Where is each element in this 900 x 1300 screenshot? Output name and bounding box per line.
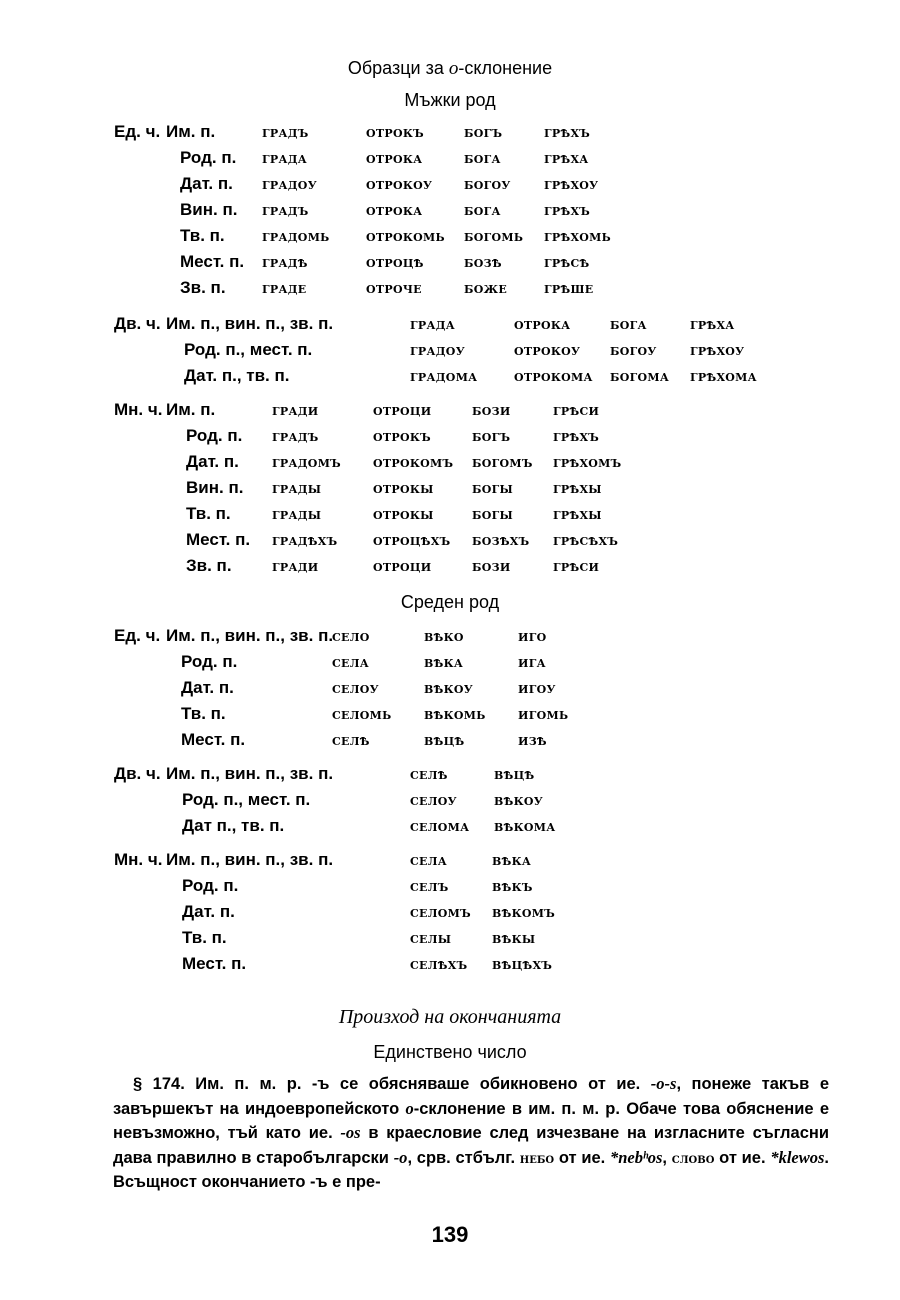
word-form: градъ xyxy=(272,427,319,445)
word-form: вѣкома xyxy=(494,817,556,835)
neuter-singular-row xyxy=(0,702,900,726)
word-form: грѣхомъ xyxy=(553,453,622,471)
paradigm-title: Образци за о-склонение xyxy=(347,58,553,79)
text-run: от ие. xyxy=(554,1148,610,1167)
neuter-plural-row xyxy=(0,926,900,950)
word-form: грѣха xyxy=(690,315,735,333)
case-label: Род. п. xyxy=(181,652,238,671)
text-run: § 174. Им. п. м. р. -ъ се обясняваше обикновено от ие. xyxy=(133,1075,651,1093)
word-form: богоу xyxy=(464,175,511,193)
word-form: вѣцѣхъ xyxy=(492,955,553,973)
word-form: бога xyxy=(464,149,501,167)
word-form: отрока xyxy=(366,149,423,167)
masculine-plural-row xyxy=(0,502,900,526)
case-label: Дат п., тв. п. xyxy=(182,816,285,835)
masculine-singular-row xyxy=(0,250,900,274)
word-form: игомь xyxy=(518,705,569,723)
word-form: грѣси xyxy=(553,401,600,419)
number-label: Мн. ч. xyxy=(114,850,163,869)
word-form: отрокомь xyxy=(366,227,445,245)
word-form: градѣ xyxy=(262,253,308,271)
word-form: грѣхы xyxy=(553,505,602,523)
paragraph-text xyxy=(113,1072,829,1195)
word-form: богомъ xyxy=(472,453,533,471)
word-form: градомь xyxy=(262,227,330,245)
text-run: от ие. xyxy=(714,1148,771,1167)
word-form: игоу xyxy=(518,679,556,697)
text-run: , xyxy=(662,1148,672,1167)
word-form: отрокомъ xyxy=(373,453,454,471)
word-form: села xyxy=(332,653,370,671)
word-form: грѣше xyxy=(544,279,594,297)
word-form: села xyxy=(410,851,448,869)
case-label: Дат. п. xyxy=(182,902,235,921)
word-form: отроче xyxy=(366,279,422,297)
word-form: селоу xyxy=(332,679,379,697)
word-form: вѣкомь xyxy=(424,705,486,723)
word-form: отрокъ xyxy=(373,427,431,445)
word-form: бози xyxy=(472,401,511,419)
word-form: вѣцѣ xyxy=(424,731,465,749)
case-label: Им. п., вин. п., зв. п. xyxy=(166,764,334,783)
case-label: Дат. п. xyxy=(186,452,239,471)
old-bulgarian-word: слово xyxy=(671,1150,715,1167)
word-form: вѣцѣ xyxy=(494,765,535,783)
italic-term: *nebʰos xyxy=(609,1147,663,1167)
word-form: богомь xyxy=(464,227,524,245)
masculine-plural-row xyxy=(0,398,900,422)
word-form: селомъ xyxy=(410,903,471,921)
word-form: вѣкъ xyxy=(492,877,533,895)
word-form: гради xyxy=(272,401,319,419)
text-run: , понеже такъв е завършекът на индоевропейското xyxy=(113,1075,829,1118)
word-form: отрока xyxy=(366,201,423,219)
word-form: боже xyxy=(464,279,507,297)
word-form: вѣко xyxy=(424,627,464,645)
word-form: отроци xyxy=(373,557,432,575)
italic-term: -о xyxy=(393,1147,408,1167)
masculine-singular-row xyxy=(0,172,900,196)
case-label: Род. п. xyxy=(186,426,243,445)
paragraph-174 xyxy=(113,1072,829,1195)
word-form: вѣкомъ xyxy=(492,903,556,921)
neuter-heading: Среден род xyxy=(400,592,500,612)
word-form: отрокоу xyxy=(366,175,433,193)
case-label: Мест. п. xyxy=(182,954,247,973)
word-form: грѣхъ xyxy=(544,201,591,219)
word-form: отрокы xyxy=(373,505,434,523)
case-label: Вин. п. xyxy=(186,478,244,497)
word-form: градѣхъ xyxy=(272,531,338,549)
word-form: гради xyxy=(272,557,319,575)
word-form: градомъ xyxy=(272,453,341,471)
italic-term: -os xyxy=(340,1123,361,1142)
masculine-singular-row xyxy=(0,146,900,170)
word-form: града xyxy=(262,149,308,167)
text-run: , срв. стбълг. xyxy=(407,1148,520,1167)
case-label: Мест. п. xyxy=(186,530,251,549)
word-form: грѣхоу xyxy=(544,175,599,193)
word-form: ига xyxy=(518,653,546,671)
word-form: градоу xyxy=(410,341,465,359)
neuter-singular-row xyxy=(0,624,900,648)
word-form: богы xyxy=(472,505,513,523)
word-form: отрока xyxy=(514,315,571,333)
neuter-dual-row xyxy=(0,814,900,838)
case-label: Род. п., мест. п. xyxy=(182,790,311,809)
word-form: селѣ xyxy=(332,731,370,749)
word-form: отроцѣхъ xyxy=(373,531,451,549)
word-form: селы xyxy=(410,929,452,947)
neuter-plural-row xyxy=(0,900,900,924)
neuter-plural-row xyxy=(0,952,900,976)
word-form: отрокоу xyxy=(514,341,581,359)
word-form: богъ xyxy=(472,427,511,445)
masculine-dual-row xyxy=(0,338,900,362)
word-form: селъ xyxy=(410,877,449,895)
word-form: богома xyxy=(610,367,670,385)
word-form: село xyxy=(332,627,370,645)
case-label: Им. п., вин. п., зв. п. xyxy=(166,850,334,869)
old-bulgarian-word: небо xyxy=(519,1150,555,1167)
word-form: бога xyxy=(610,315,647,333)
case-label: Зв. п. xyxy=(186,556,232,575)
number-label: Мн. ч. xyxy=(114,400,163,419)
word-form: градъ xyxy=(262,123,309,141)
word-form: грѣха xyxy=(544,149,589,167)
word-form: отроци xyxy=(373,401,432,419)
masculine-plural-row xyxy=(0,528,900,552)
word-form: грѣхома xyxy=(690,367,757,385)
case-label: Им. п. xyxy=(166,400,216,419)
page-number: 139 xyxy=(431,1222,469,1247)
word-form: селома xyxy=(410,817,470,835)
masculine-singular-row xyxy=(0,120,900,144)
neuter-plural-row xyxy=(0,848,900,872)
word-form: селоу xyxy=(410,791,457,809)
case-label: Мест. п. xyxy=(180,252,245,271)
word-form: грѣси xyxy=(553,557,600,575)
word-form: вѣка xyxy=(492,851,532,869)
case-label: Вин. п. xyxy=(180,200,238,219)
word-form: селѣхъ xyxy=(410,955,468,973)
number-label: Ед. ч. xyxy=(114,122,161,141)
word-form: грѣхоу xyxy=(690,341,745,359)
case-label: Тв. п. xyxy=(181,704,226,723)
word-form: грѣхъ xyxy=(544,123,591,141)
word-form: грѣсѣ xyxy=(544,253,590,271)
italic-term: о xyxy=(405,1098,414,1118)
case-label: Тв. п. xyxy=(186,504,231,523)
case-label: Дат. п., тв. п. xyxy=(184,366,290,385)
word-form: отрокы xyxy=(373,479,434,497)
word-form: грѣхъ xyxy=(553,427,600,445)
text-run: . Всъщност окончанието -ъ е пре- xyxy=(113,1148,829,1191)
masculine-plural-row xyxy=(0,424,900,448)
word-form: граде xyxy=(262,279,307,297)
case-label: Им. п. xyxy=(166,122,216,141)
masculine-singular-row xyxy=(0,198,900,222)
masculine-dual-row xyxy=(0,364,900,388)
neuter-singular-row xyxy=(0,650,900,674)
word-form: богъ xyxy=(464,123,503,141)
neuter-singular-row xyxy=(0,728,900,752)
word-form: грады xyxy=(272,479,322,497)
word-form: вѣка xyxy=(424,653,464,671)
word-form: грады xyxy=(272,505,322,523)
number-label: Дв. ч. xyxy=(114,764,161,783)
word-form: вѣкоу xyxy=(494,791,543,809)
word-form: иго xyxy=(518,627,547,645)
text-run: в краесловие след изчезване на изгласните съгласни дава правилно в старобългарски xyxy=(113,1124,829,1167)
word-form: бозѣ xyxy=(464,253,502,271)
word-form: бога xyxy=(464,201,501,219)
word-form: грѣсѣхъ xyxy=(553,531,619,549)
case-label: Дат. п. xyxy=(180,174,233,193)
case-label: Тв. п. xyxy=(180,226,225,245)
neuter-dual-row xyxy=(0,762,900,786)
case-label: Тв. п. xyxy=(182,928,227,947)
case-label: Им. п., вин. п., зв. п. xyxy=(166,626,334,645)
word-form: изѣ xyxy=(518,731,547,749)
word-form: селомь xyxy=(332,705,392,723)
case-label: Зв. п. xyxy=(180,278,226,297)
word-form: бозѣхъ xyxy=(472,531,530,549)
word-form: градъ xyxy=(262,201,309,219)
masculine-plural-row xyxy=(0,450,900,474)
neuter-dual-row xyxy=(0,788,900,812)
word-form: отрокома xyxy=(514,367,593,385)
word-form: отрокъ xyxy=(366,123,424,141)
masculine-singular-row xyxy=(0,276,900,300)
origin-section-title: Произход на окончанията xyxy=(338,1006,562,1028)
word-form: градома xyxy=(410,367,478,385)
word-form: грѣхомь xyxy=(544,227,612,245)
case-label: Род. п. xyxy=(180,148,237,167)
word-form: богы xyxy=(472,479,513,497)
word-form: градоу xyxy=(262,175,317,193)
word-form: вѣкоу xyxy=(424,679,473,697)
italic-term: -о-s xyxy=(650,1074,677,1093)
word-form: града xyxy=(410,315,456,333)
origin-subtitle: Единствено число xyxy=(373,1042,527,1062)
case-label: Род. п., мест. п. xyxy=(184,340,313,359)
text-run: -склонение в им. п. м. р. Обаче това обяснение е невъзможно, тъй като ие. xyxy=(113,1099,829,1142)
masculine-singular-row xyxy=(0,224,900,248)
word-form: богоу xyxy=(610,341,657,359)
word-form: вѣкы xyxy=(492,929,536,947)
word-form: селѣ xyxy=(410,765,448,783)
word-form: бози xyxy=(472,557,511,575)
masculine-plural-row xyxy=(0,476,900,500)
word-form: отроцѣ xyxy=(366,253,424,271)
neuter-singular-row xyxy=(0,676,900,700)
italic-term: *klewos xyxy=(770,1147,825,1167)
word-form: грѣхы xyxy=(553,479,602,497)
number-label: Дв. ч. xyxy=(114,314,161,333)
masculine-heading: Мъжки род xyxy=(404,90,496,110)
neuter-plural-row xyxy=(0,874,900,898)
number-label: Ед. ч. xyxy=(114,626,161,645)
case-label: Дат. п. xyxy=(181,678,234,697)
case-label: Мест. п. xyxy=(181,730,246,749)
masculine-dual-row xyxy=(0,312,900,336)
masculine-plural-row xyxy=(0,554,900,578)
case-label: Род. п. xyxy=(182,876,239,895)
case-label: Им. п., вин. п., зв. п. xyxy=(166,314,334,333)
